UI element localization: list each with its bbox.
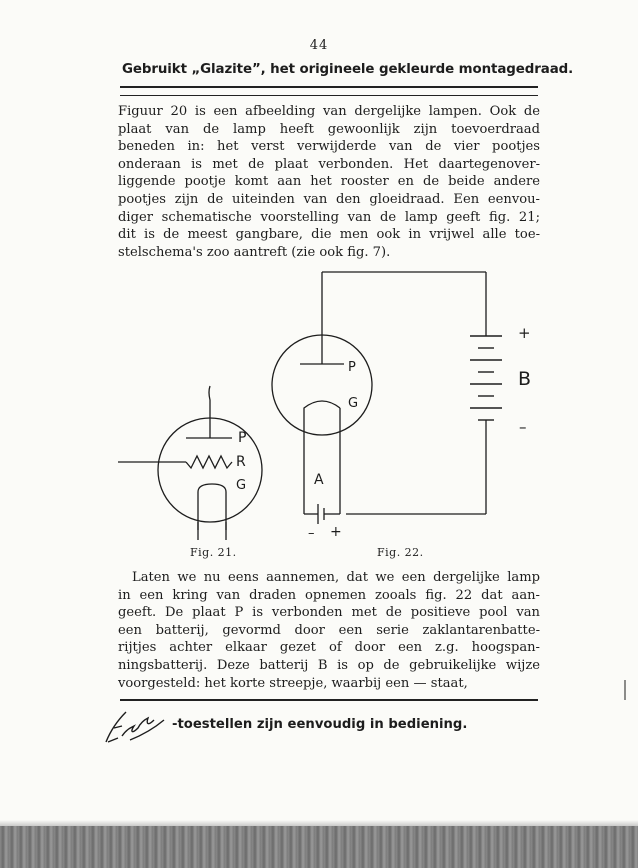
fig-21-grid-zigzag: [186, 456, 232, 468]
text-line: dit is de meest gangbare, die men ook in vrijwel alle toe-: [118, 227, 540, 243]
text-line: rijtjes achter elkaar gezet of door een z.g. hoogspan-: [118, 640, 540, 656]
text-line: ningsbatterij. Deze batterij B is op de gebruikelijke wijze: [118, 657, 540, 673]
text-line: Figuur 20 is een afbeelding van dergelijke lampen. Ook de: [118, 104, 540, 119]
fig-21-label-p: P: [238, 430, 247, 446]
fig-21-plate-lead: [209, 386, 210, 438]
text-line: stelschema's zoo aantreft (zie ook fig. 7).: [118, 244, 391, 260]
fig-22-tube-envelope: [272, 335, 372, 435]
paragraph-2: [118, 569, 540, 692]
fig-22-label-g: G: [348, 396, 359, 411]
page-number: 44: [309, 38, 329, 53]
running-header: Gebruikt „Glazite”, het origineele gekleurde montagedraad.: [122, 62, 574, 77]
text-line: plaat van de lamp heeft gewoonlijk zijn toevoerdraad: [118, 121, 540, 137]
scanner-edge-band: [0, 826, 638, 868]
text-line: onderaan is met de plaat verbonden. Het daartegenover-: [118, 156, 540, 172]
text-line: liggende pootje komt aan het rooster en de beide andere: [118, 174, 540, 190]
fig-21-caption: Fig. 21.: [190, 546, 237, 559]
footer-slogan: -toestellen zijn eenvoudig in bediening.: [172, 717, 468, 732]
fig-22-battery-b: [470, 336, 502, 420]
fig-21-filament: [198, 484, 226, 530]
fig-21-label-r: R: [236, 454, 246, 470]
fig-21-label-g: G: [236, 478, 247, 493]
fig-22-label-plus: +: [518, 324, 531, 342]
fig-22-label-a: A: [314, 472, 324, 488]
fig-22-label-a-minus: –: [308, 526, 315, 541]
text-line: in een kring van draden opnemen zooals fig. 22 dat aan-: [118, 587, 540, 603]
text-line: voorgesteld: het korte streepje, waarbij een — staat,: [118, 675, 468, 691]
fig-22-grid: [304, 401, 340, 418]
fig-22-label-p: P: [348, 360, 356, 375]
fig-22-diagram: [272, 272, 502, 524]
etafoon-logo: [100, 702, 170, 748]
paragraph-1: [118, 103, 540, 261]
header-rule-thin: [120, 95, 538, 96]
fig-22-caption: Fig. 22.: [377, 546, 424, 559]
header-rule: [120, 86, 538, 88]
text-line: beneden in: het verst verwijderde van de vier pootjes: [118, 139, 540, 155]
fig-22-label-b: B: [518, 368, 532, 390]
text-line: geeft. De plaat P is verbonden met de positieve pool van: [118, 605, 540, 621]
text-line: Laten we nu eens aannemen, dat we een dergelijke lamp: [132, 570, 540, 585]
fig-22-label-minus: –: [519, 418, 527, 436]
text-line: een batterij, gevormd door een serie zaklantarenbatte-: [118, 622, 540, 638]
text-line: pootjes zijn de uiteinden van den gloeidraad. Een eenvou-: [118, 191, 540, 207]
fig-22-label-a-plus: +: [330, 524, 342, 540]
footer-rule: [120, 699, 538, 701]
text-line: diger schematische voorstelling van de lamp geeft fig. 21;: [118, 209, 540, 225]
